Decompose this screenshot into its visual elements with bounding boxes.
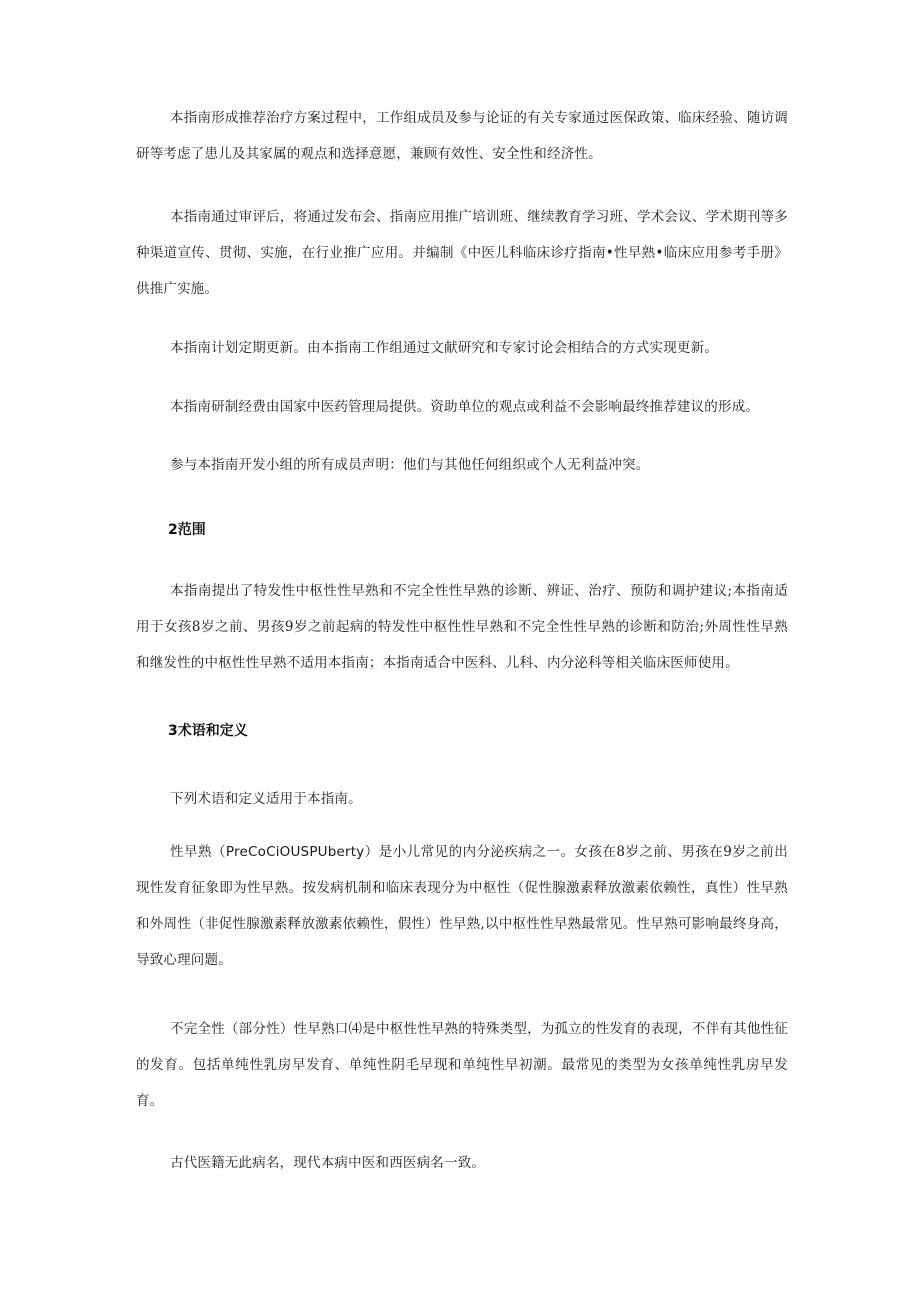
paragraph-incomplete-precocious-puberty: 不完全性（部分性）性早熟口⑷是中枢性性早熟的特殊类型，为孤立的性发育的表现，不伴有其他性征的发育。包括单纯性乳房早发育、单纯性阴毛早现和单纯性早初潮。最常见的类型为女孩单纯性乳房早发育。 bbox=[136, 1021, 788, 1109]
paragraph-scope: 本指南提出了特发性中枢性性早熟和不完全性性早熟的诊断、辨证、治疗、预防和调护建议;本指南适用于女孩8岁之前、男孩9岁之前起病的特发性中枢性性早熟和不完全性性早熟的诊断和防治;外周性性早熟和继发性的中枢性性早熟不适用本指南；本指南适合中医科、儿科、内分泌科等相关临床医师使用。 bbox=[136, 583, 788, 671]
paragraph-conflict-of-interest: 参与本指南开发小组的所有成员声明：他们与其他任何组织或个人无利益冲突。 bbox=[170, 457, 650, 473]
definition-body: ）是小儿常见的内分泌疾病之一。女孩在8岁之前、男孩在9岁之前出现性发育征象即为性早熟。按发病机制和临床表现分为中枢性（促性腺激素释放激素依赖性，真性）性早熟和外周性（非促性腺激素释放激素依赖性，假性）性早熟,以中枢性性早熟最常见。性早熟可影响最终身高，导致心理问题。 bbox=[136, 844, 788, 968]
paragraph-update-plan: 本指南计划定期更新。由本指南工作组通过文献研究和专家讨论会相结合的方式实现更新。 bbox=[170, 340, 718, 356]
paragraph-terms-intro: 下列术语和定义适用于本指南。 bbox=[170, 791, 362, 807]
section-heading-terms: 3术语和定义 bbox=[168, 723, 248, 739]
paragraph-dissemination: 本指南通过审评后，将通过发布会、指南应用推广培训班、继续教育学习班、学术会议、学术期刊等多种渠道宣传、贯彻、实施，在行业推广应用。并编制《中医儿科临床诊疗指南•性早熟•临床应用参考手册》供推广实施。 bbox=[136, 209, 788, 297]
definition-term-prefix: 性早熟（ bbox=[170, 844, 226, 860]
section-heading-scope: 2范围 bbox=[168, 522, 206, 538]
paragraph-tcm-naming: 古代医籍无此病名，现代本病中医和西医病名一致。 bbox=[170, 1155, 486, 1171]
paragraph-funding: 本指南研制经费由国家中医药管理局提供。资助单位的观点或利益不会影响最终推荐建议的形成。 bbox=[170, 399, 760, 415]
definition-english-term: PreCoCiOUSPUberty bbox=[225, 844, 365, 860]
paragraph-precocious-puberty-definition bbox=[136, 834, 788, 978]
paragraph-recommendation-process: 本指南形成推荐治疗方案过程中，工作组成员及参与论证的有关专家通过医保政策、临床经验、随访调研等考虑了患儿及其家属的观点和选择意愿，兼顾有效性、安全性和经济性。 bbox=[136, 110, 788, 162]
